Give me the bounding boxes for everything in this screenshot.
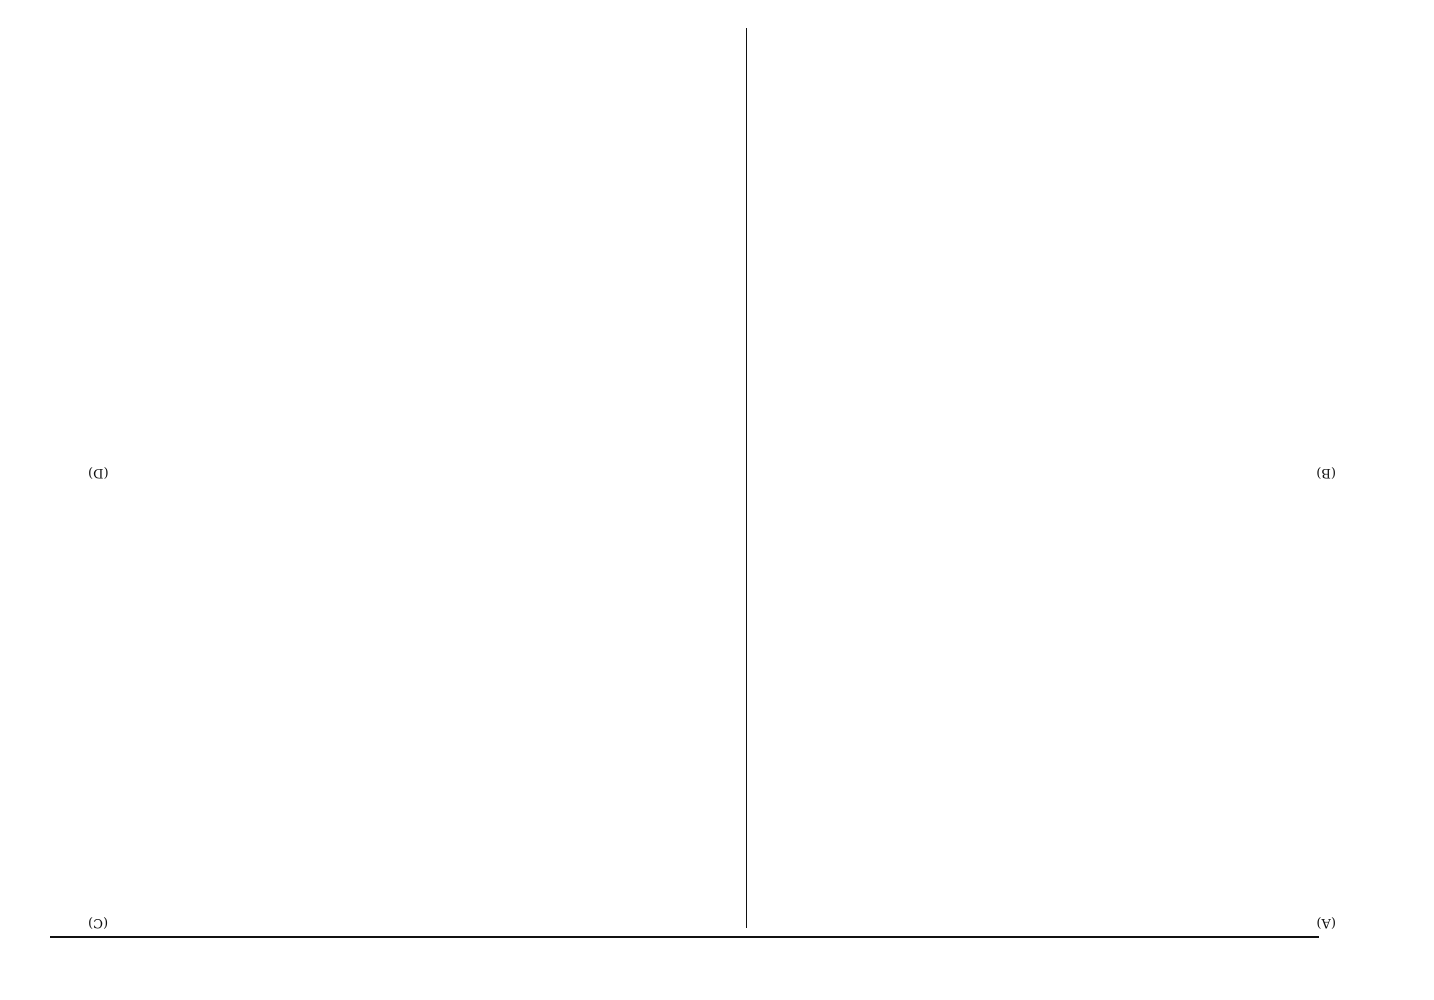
margin-letter-d: (D): [88, 465, 109, 480]
margin-letter-c: (C): [88, 915, 109, 930]
header-rule: [50, 936, 1319, 938]
margin-letter-b: (B): [1316, 465, 1336, 480]
margin-letter-a: (A): [1316, 915, 1336, 930]
column-divider: [746, 28, 747, 928]
right-text-column: [124, 28, 734, 928]
left-text-column: [759, 28, 1319, 928]
page-header: [50, 942, 1319, 982]
